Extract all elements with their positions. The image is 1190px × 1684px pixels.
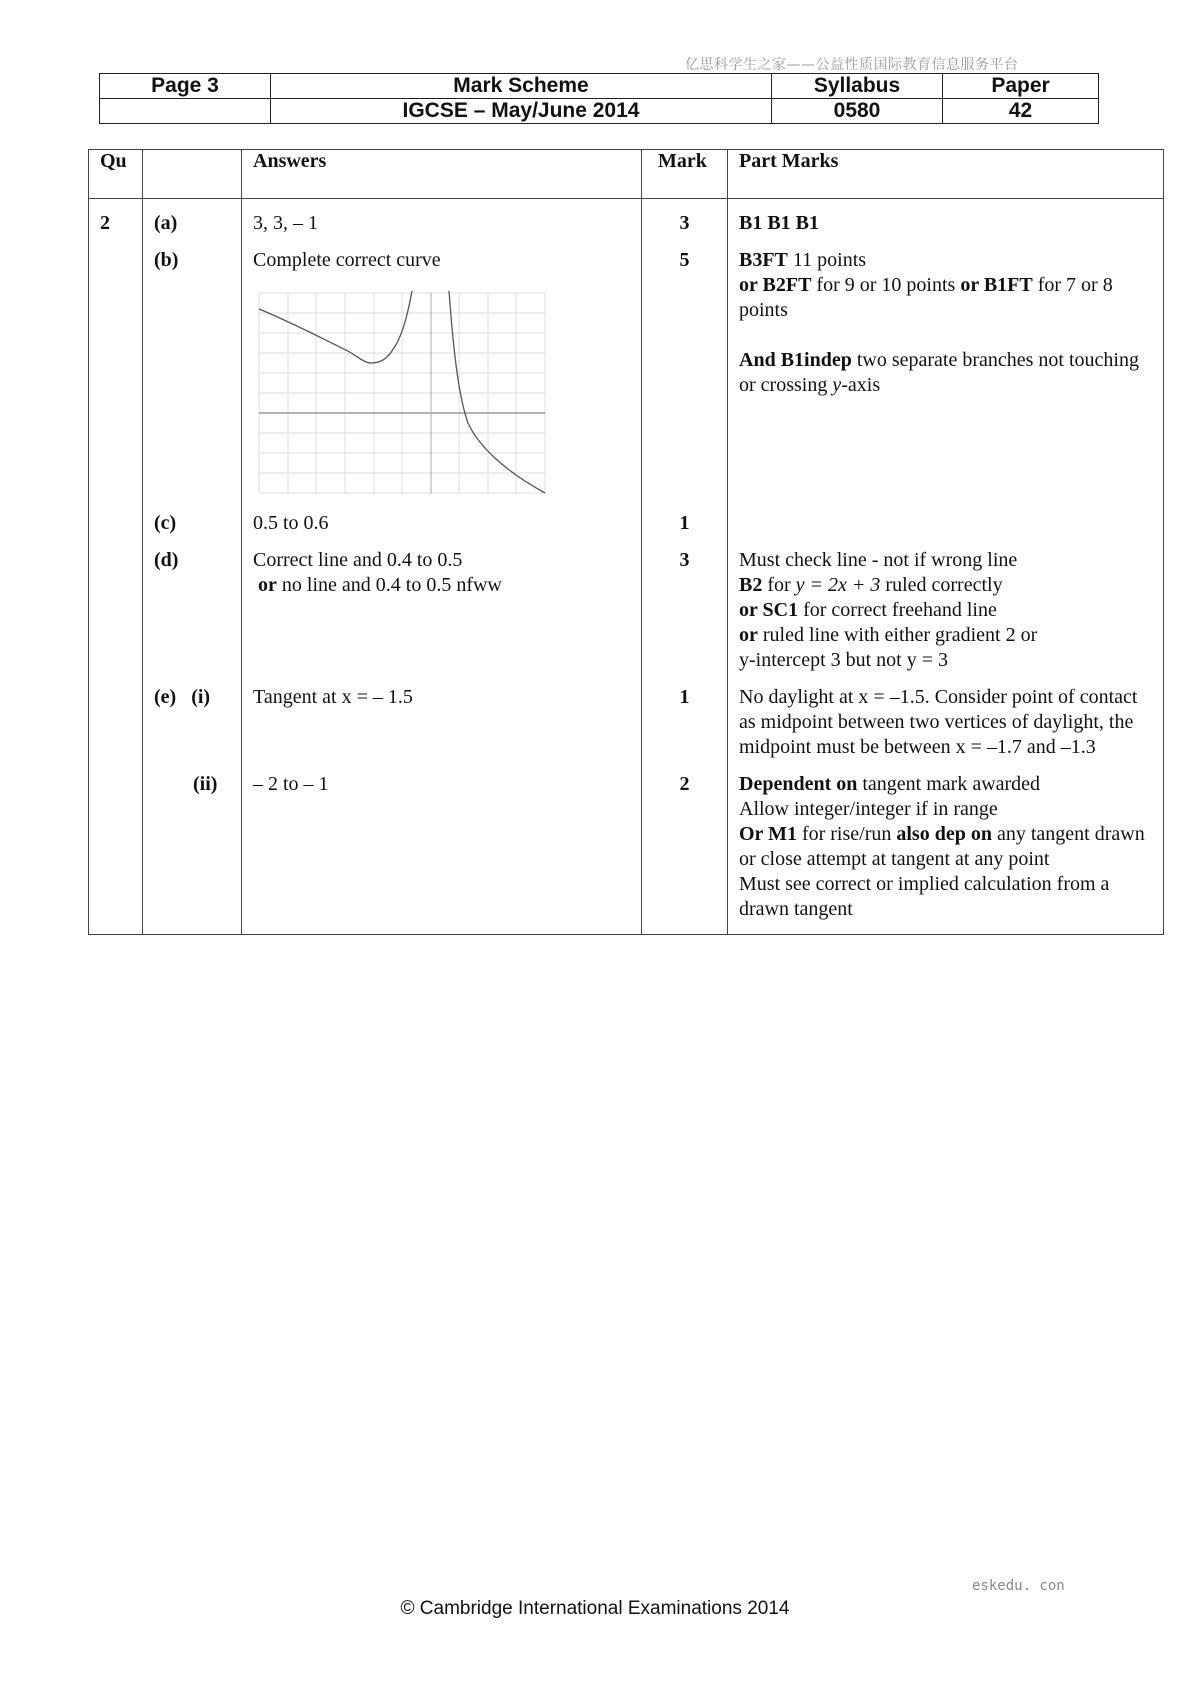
header-exam: IGCSE – May/June 2014 [271,99,772,124]
part-label: (e) (i) [143,685,242,772]
header-table [99,73,1099,124]
part-marks: Dependent on tangent mark awarded Allow integer/integer if in range Or M1 for rise/run also dep on any tangent drawn or close attempt at tangent at any point Must see correct or implied calculation from a drawn tangent [728,772,1164,935]
graph-grid [259,293,545,493]
mark: 3 [642,199,728,249]
part-label: (a) [143,199,242,249]
table-row [89,772,1164,935]
answer-text: Complete correct curve [253,249,441,271]
part-label: (b) [143,248,242,511]
mark: 2 [642,772,728,935]
answer: – 2 to – 1 [242,772,642,935]
curve-right-branch [449,291,545,493]
part-marks: B3FT 11 points or B2FT for 9 or 10 points or B1FT for 7 or 8 points And B1indep two separate branches not touching or crossing y-axis [728,248,1164,511]
answer: Tangent at x = – 1.5 [242,685,642,772]
footer-copyright: © Cambridge International Examinations 2014 [400,1598,790,1619]
col-header-mark: Mark [642,150,728,199]
table-row [89,685,1164,772]
answer: 0.5 to 0.6 [242,511,642,548]
question-number: 2 [89,199,143,249]
part-label: (ii) [143,772,242,935]
col-header-qu: Qu [89,150,143,199]
header-page: Page 3 [100,74,271,99]
header-syllabus-label: Syllabus [772,74,943,99]
mark: 5 [642,248,728,511]
header-paper: 42 [943,99,1099,124]
mark: 1 [642,685,728,772]
table-row [89,199,1164,249]
part-marks: B1 B1 B1 [728,199,1164,249]
answer [242,248,642,511]
watermark-text: 亿思科学生之家——公益性质国际教育信息服务平台 [685,57,1019,73]
table-row [89,548,1164,685]
col-header-part [143,150,242,199]
part-marks [728,511,1164,548]
curve-graph [253,285,549,499]
part-marks: No daylight at x = –1.5. Consider point of contact as midpoint between two vertices of daylight, the midpoint must be between x = –1.7 and –1.3 [728,685,1164,772]
header-blank [100,99,271,124]
header-syllabus: 0580 [772,99,943,124]
header-scheme: Mark Scheme [271,74,772,99]
part-marks: Must check line - not if wrong line B2 for y = 2x + 3 ruled correctly or SC1 for correct freehand line or ruled line with either gradient 2 or y-intercept 3 but not y = 3 [728,548,1164,685]
col-header-part-marks: Part Marks [728,150,1164,199]
part-label: (c) [143,511,242,548]
mark: 3 [642,548,728,685]
answer: Correct line and 0.4 to 0.5 or no line and 0.4 to 0.5 nfww [242,548,642,685]
mark: 1 [642,511,728,548]
curve-left-branch [259,291,412,363]
answer: 3, 3, – 1 [242,199,642,249]
part-label: (d) [143,548,242,685]
table-row [89,248,1164,511]
table-row [89,511,1164,548]
mark-scheme-table [88,149,1164,935]
col-header-answers: Answers [242,150,642,199]
header-paper-label: Paper [943,74,1099,99]
eskedu-watermark: eskedu. con [972,1578,1065,1594]
